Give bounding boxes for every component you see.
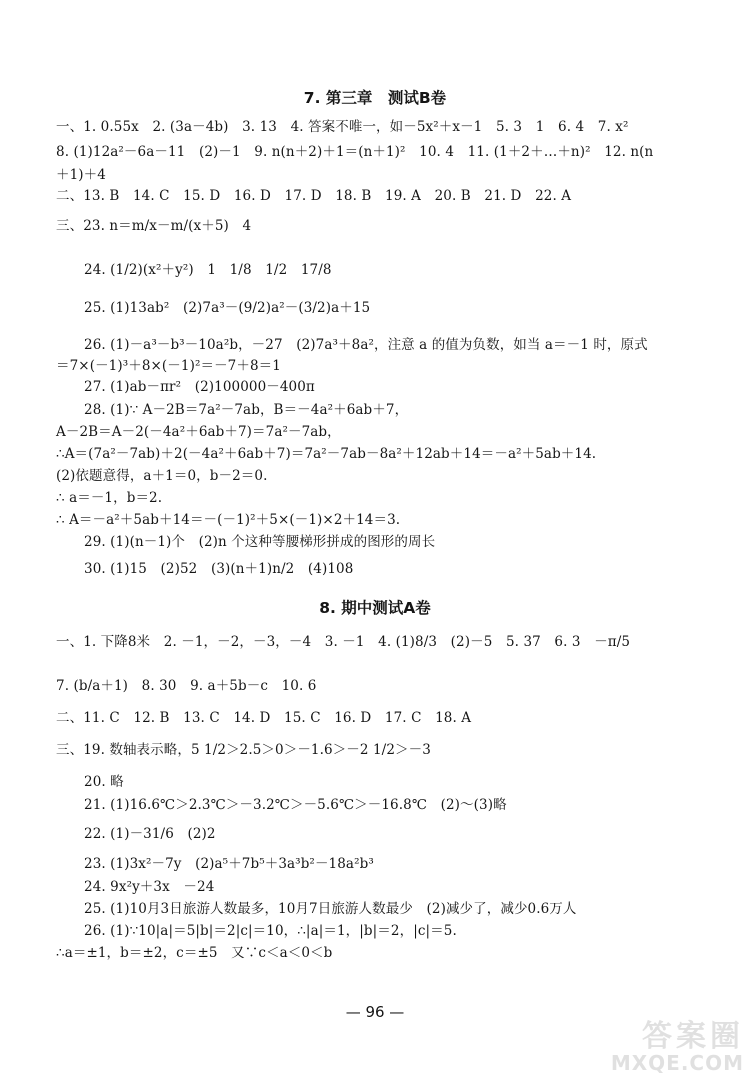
answer-line: ∴ a＝－1，b＝2. — [56, 490, 163, 506]
answer-line: 7. (b/a＋1) 8. 30 9. a＋5b－c 10. 6 — [56, 678, 317, 694]
answer-line: 二、11. C 12. B 13. C 14. D 15. C 16. D 17. C 18. A — [56, 710, 472, 726]
section-title-chapter3-test-b: 7. 第三章 测试B卷 — [303, 89, 447, 107]
watermark-url: MXQE.COM — [610, 1051, 744, 1075]
answer-line: 25. (1)10月3日旅游人数最多，10月7日旅游人数最少 (2)减少了，减少0.6万人 — [84, 901, 577, 917]
watermark — [611, 1011, 744, 1075]
section-title-midterm-test-a: 8. 期中测试A卷 — [319, 599, 431, 617]
answer-line: 23. (1)3x²－7y (2)a⁵＋7b⁵＋3a³b²－18a²b³ — [84, 856, 374, 872]
watermark-logo: 答案圈 — [642, 1019, 744, 1054]
answer-line: 29. (1)(n－1)个 (2)n 个这种等腰梯形拼成的图形的周长 — [84, 534, 436, 550]
answer-line: 三、19. 数轴表示略，5 1/2＞2.5＞0＞－1.6＞－2 1/2＞－3 — [56, 742, 431, 758]
answer-line: ∴A＝(7a²－7ab)＋2(－4a²＋6ab＋7)＝7a²－7ab－8a²＋12ab＋14＝－a²＋5ab＋14. — [56, 446, 597, 462]
answer-line: 21. (1)16.6℃＞2.3℃＞－3.2℃＞－5.6℃＞－16.8℃ (2)～(3)略 — [84, 797, 507, 813]
answer-line: 一、1. 下降8米 2. －1，－2，－3，－4 3. －1 4. (1)8/3 (2)－5 5. 37 6. 3 －π/5 — [56, 634, 631, 650]
answer-line: (2)依题意得，a＋1＝0，b－2＝0. — [56, 468, 268, 484]
answer-line: ∴ A＝－a²＋5ab＋14＝－(－1)²＋5×(－1)×2＋14＝3. — [56, 512, 401, 528]
answer-line: 26. (1)∵10|a|＝5|b|＝2|c|＝10，∴|a|＝1，|b|＝2，|c|＝5. — [84, 923, 457, 939]
answer-line: 一、1. 0.55x 2. (3a－4b) 3. 13 4. 答案不唯一，如－5x²＋x－1 5. 3 1 6. 4 7. x² — [56, 119, 629, 135]
answer-line: 28. (1)∵ A－2B＝7a²－7ab，B＝－4a²＋6ab＋7， — [84, 402, 409, 418]
answer-line: 8. (1)12a²－6a－11 (2)－1 9. n(n＋2)＋1＝(n＋1)² 10. 4 11. (1＋2＋…＋n)² 12. n(n — [56, 144, 654, 160]
answer-line: 20. 略 — [84, 774, 124, 790]
page-number: — 96 — — [345, 1003, 405, 1021]
answer-line: 30. (1)15 (2)52 (3)(n＋1)n/2 (4)108 — [84, 561, 354, 577]
answer-line: 三、23. n＝m/x－m/(x＋5) 4 — [56, 218, 252, 234]
answer-line: 26. (1)－a³－b³－10a²b，－27 (2)7a³＋8a²，注意 a 的值为负数，如当 a＝－1 时，原式 — [84, 337, 648, 353]
answer-line: A－2B＝A－2(－4a²＋6ab＋7)＝7a²－7ab， — [56, 424, 341, 440]
answer-line: ＋1)＋4 — [56, 167, 106, 183]
answer-line: 24. (1/2)(x²＋y²) 1 1/8 1/2 17/8 — [84, 262, 332, 278]
answer-line: 27. (1)ab－πr² (2)100000－400π — [84, 379, 315, 395]
answer-line: 二、13. B 14. C 15. D 16. D 17. D 18. B 19. A 20. B 21. D 22. A — [56, 188, 572, 204]
answer-line: 25. (1)13ab² (2)7a³－(9/2)a²－(3/2)a＋15 — [84, 300, 371, 316]
answer-line: 24. 9x²y＋3x －24 — [84, 879, 215, 895]
answer-line: 22. (1)－31/6 (2)2 — [84, 826, 216, 842]
answer-line: ∴a＝±1，b＝±2，c＝±5 又∵c＜a＜0＜b — [56, 945, 333, 961]
answer-line: ＝7×(－1)³＋8×(－1)²＝－7＋8＝1 — [56, 358, 281, 374]
